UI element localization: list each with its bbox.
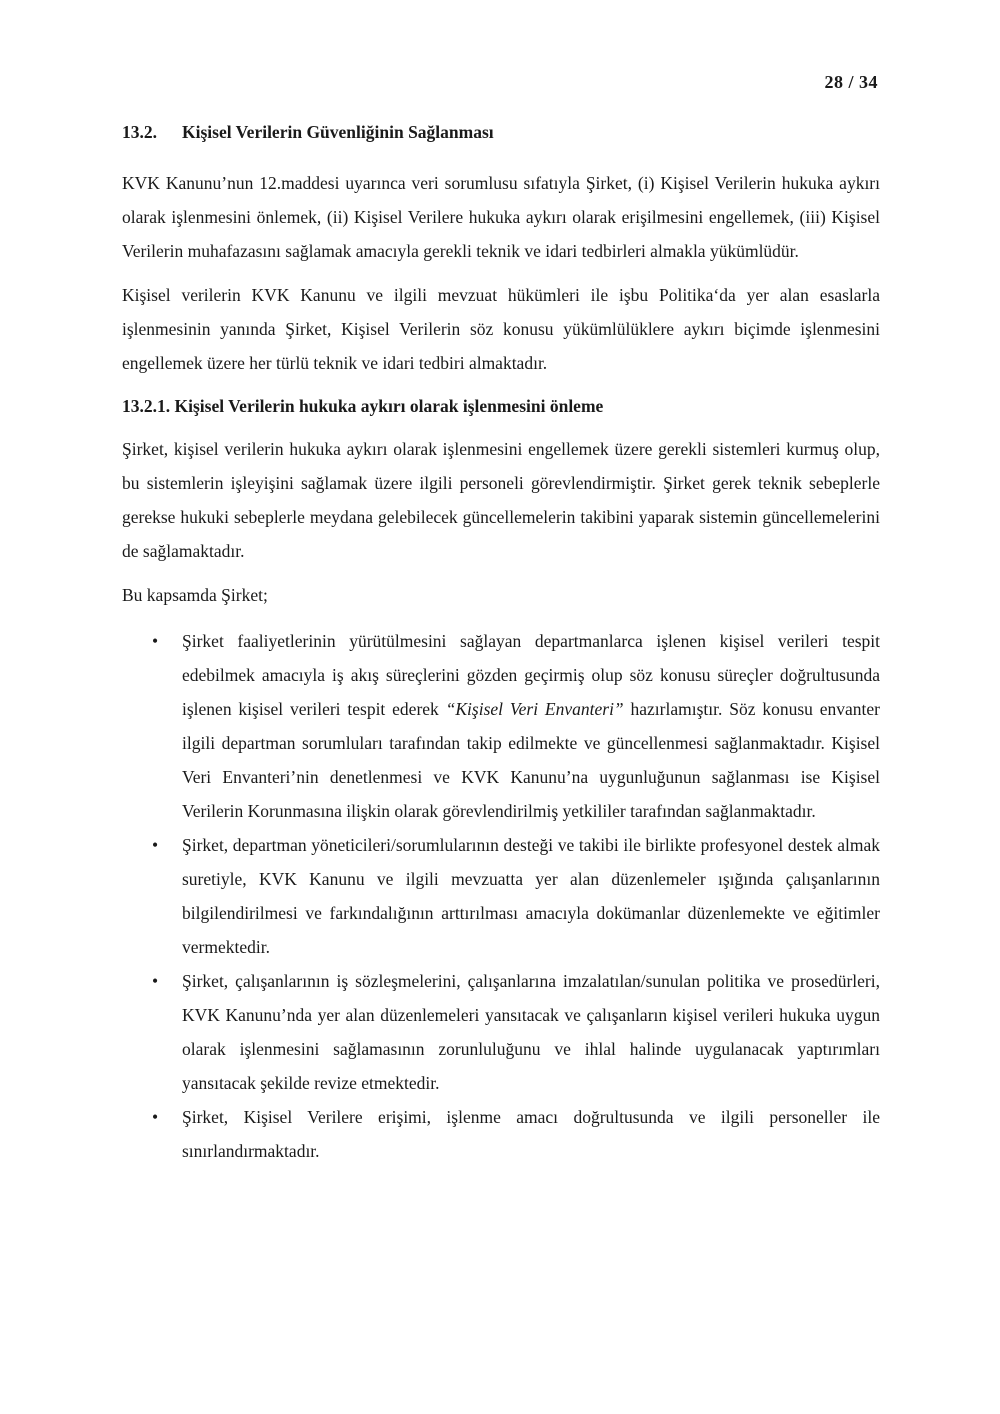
bullet-icon: • — [152, 971, 159, 991]
subsection-paragraph-2: Bu kapsamda Şirket; — [122, 585, 268, 605]
bullet-icon: • — [152, 1107, 159, 1127]
list-item — [122, 828, 880, 964]
section-paragraph-1: KVK Kanunu’nun 12.maddesi uyarınca veri sorumlusu sıfatıyla Şirket, (i) Kişisel Verilerin hukuka aykırı olarak işlenmesini önlemek, (ii) Kişisel Verilere hukuka aykırı olarak erişilmesini engellemek, (iii) Kişisel Verilerin muhafazasını sağlamak amacıyla gerekli teknik ve idari tedbirleri almakla yükümlüdür. — [122, 173, 880, 261]
list-item-text-continued: hazırlamıştır. Söz konusu envanter ilgili departman sorumluları tarafından takip edilmekte ve güncellenmesi sağlanmaktadır. Kişisel Veri Envanteri’nin denetlenmesi ve KVK Kanunu’na uygunluğunun sağlanması ise Kişisel Verilerin Korunmasına ilişkin olarak görevlendirilmiş yetkililer tarafından sağlanmaktadır. — [182, 699, 880, 821]
list-item-text: Şirket, departman yöneticileri/sorumlularının desteği ve takibi ile birlikte profesyonel destek almak suretiyle, KVK Kanunu ve ilgili mevzuatta yer alan düzenlemeler ışığında çalışanlarının bilgilendirilmesi ve farkındalığının arttırılması amacıyla dokümanlar düzenlemekte ve eğitimler vermektedir. — [182, 835, 880, 957]
page-content — [122, 118, 880, 1168]
section-title: Kişisel Verilerin Güvenliğinin Sağlanması — [182, 122, 494, 142]
bullet-icon: • — [152, 631, 159, 651]
list-item — [122, 624, 880, 828]
page-number: 28 / 34 — [824, 72, 878, 92]
list-item-text: Şirket faaliyetlerinin yürütülmesini sağlayan departmanlarca işlenen kişisel verileri tespit edebilmek amacıyla iş akış süreçlerini gözden geçirmiş olup söz konusu süreçler doğrultusunda işlenen kişisel verileri tespit ederek — [182, 631, 880, 719]
list-item-text: Şirket, çalışanlarının iş sözleşmelerini, çalışanlarına imzalatılan/sunulan politika ve prosedürleri, KVK Kanunu’nda yer alan düzenlemeleri yansıtacak ve çalışanların kişisel verileri hukuka uygun olarak işlenmesini sağlamasının zorunluluğunu ve ihlal halinde uygulanacak yaptırımları yansıtacak şekilde revize etmektedir. — [182, 971, 880, 1093]
list-item — [122, 964, 880, 1100]
subsection-heading: 13.2.1. Kişisel Verilerin hukuka aykırı olarak işlenmesini önleme — [122, 396, 604, 416]
list-item — [122, 1100, 880, 1168]
section-heading — [122, 118, 880, 146]
bullet-icon: • — [152, 835, 159, 855]
section-number: 13.2. — [122, 122, 157, 142]
list-item-italic-text: “Kişisel Veri Envanteri” — [445, 699, 624, 719]
list-item-text: Şirket, Kişisel Verilere erişimi, işlenme amacı doğrultusunda ve ilgili personeller ile sınırlandırmaktadır. — [182, 1107, 880, 1161]
section-paragraph-2: Kişisel verilerin KVK Kanunu ve ilgili mevzuat hükümleri ile işbu Politika‘da yer alan esaslarla işlenmesinin yanında Şirket, Kişisel Verilerin söz konusu yükümlülüklere aykırı biçimde işlenmesini engellemek üzere her türlü teknik ve idari tedbiri almaktadır. — [122, 285, 880, 373]
subsection-paragraph-1: Şirket, kişisel verilerin hukuka aykırı olarak işlenmesini engellemek üzere gerekli sistemleri kurmuş olup, bu sistemlerin işleyişini sağlamak üzere ilgili personeli görevlendirmiştir. Şirket gerek teknik sebeplerle gerekse hukuki sebeplerle meydana gelebilecek güncellemelerin takibini yaparak sistemin güncellemelerini de sağlamaktadır. — [122, 439, 880, 561]
bullet-list — [122, 624, 880, 1168]
